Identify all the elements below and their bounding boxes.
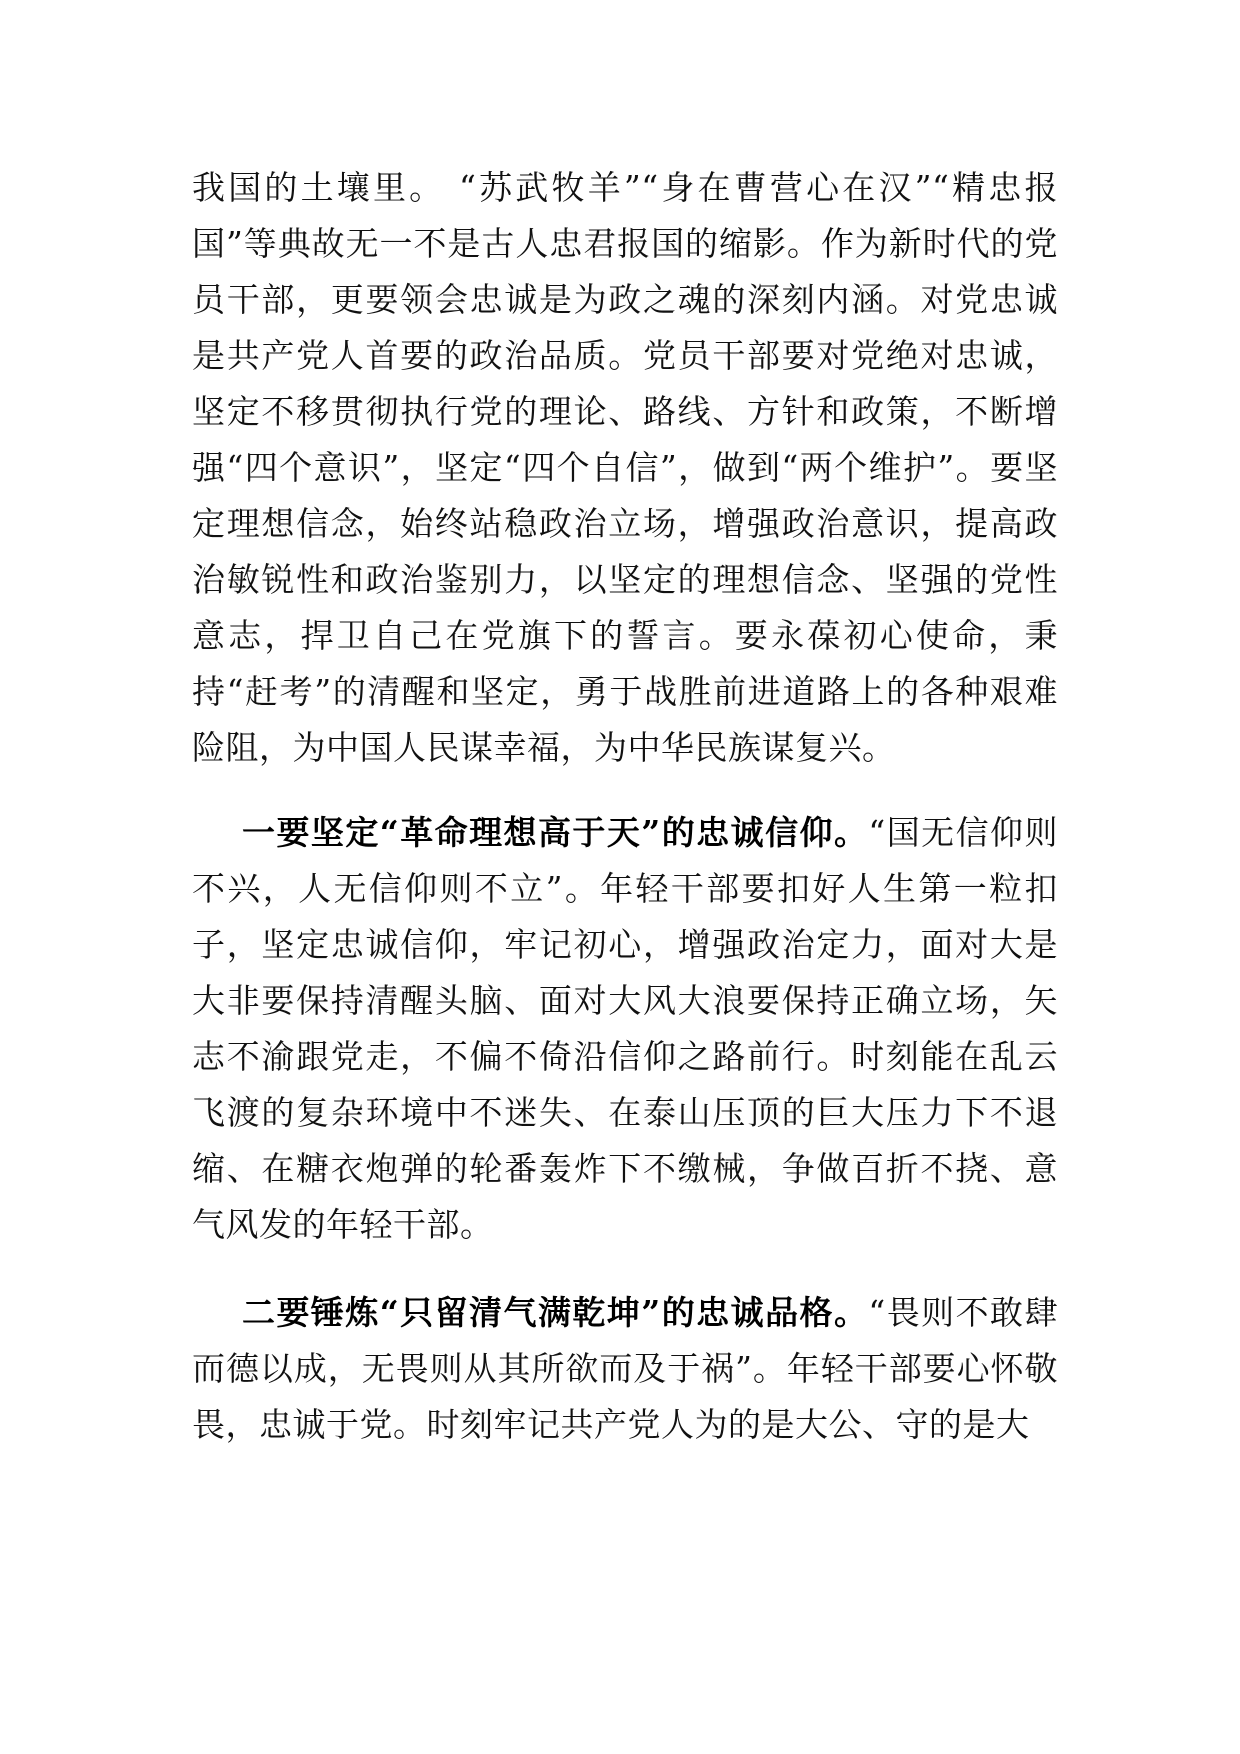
paragraph-heading: 一要坚定“革命理想高于天”的忠诚信仰。	[242, 813, 869, 852]
paragraph-text: “国无信仰则不兴，人无信仰则不立”。年轻干部要扣好人生第一粒扣子，坚定忠诚信仰，牢记初心，增强政治定力，面对大是大非要保持清醒头脑、面对大风大浪要保持正确立场，矢志不渝跟党走，不偏不倚沿信仰之路前行。时刻能在乱云飞渡的复杂环境中不迷失、在泰山压顶的巨大压力下不退缩、在糖衣炮弹的轮番轰炸下不缴械，争做百折不挠、意气风发的年轻干部。	[192, 813, 1058, 1244]
paragraph-text: 我国的土壤里。 “苏武牧羊”“身在曹营心在汉”“精忠报国”等典故无一不是古人忠君报国的缩影。作为新时代的党员干部，更要领会忠诚是为政之魂的深刻内涵。对党忠诚是共产党人首要的政治品质。党员干部要对党绝对忠诚，坚定不移贯彻执行党的理论、路线、方针和政策，不断增强“四个意识”，坚定“四个自信”，做到“两个维护”。要坚定理想信念，始终站稳政治立场，增强政治意识，提高政治敏锐性和政治鉴别力，以坚定的理想信念、坚强的党性意志，捍卫自己在党旗下的誓言。要永葆初心使命，秉持“赶考”的清醒和坚定，勇于战胜前进道路上的各种艰难险阻，为中国人民谋幸福，为中华民族谋复兴。	[192, 168, 1058, 767]
paragraph-second-point	[192, 1285, 1058, 1453]
paragraph-heading: 二要锤炼“只留清气满乾坤”的忠诚品格。	[242, 1293, 869, 1332]
paragraph-text: “畏则不敢肆而德以成，无畏则从其所欲而及于祸”。年轻干部要心怀敬畏，忠诚于党。时刻牢记共产党人为的是大公、守的是大	[192, 1293, 1058, 1444]
paragraph-intro	[192, 160, 1058, 776]
paragraph-first-point	[192, 805, 1058, 1253]
